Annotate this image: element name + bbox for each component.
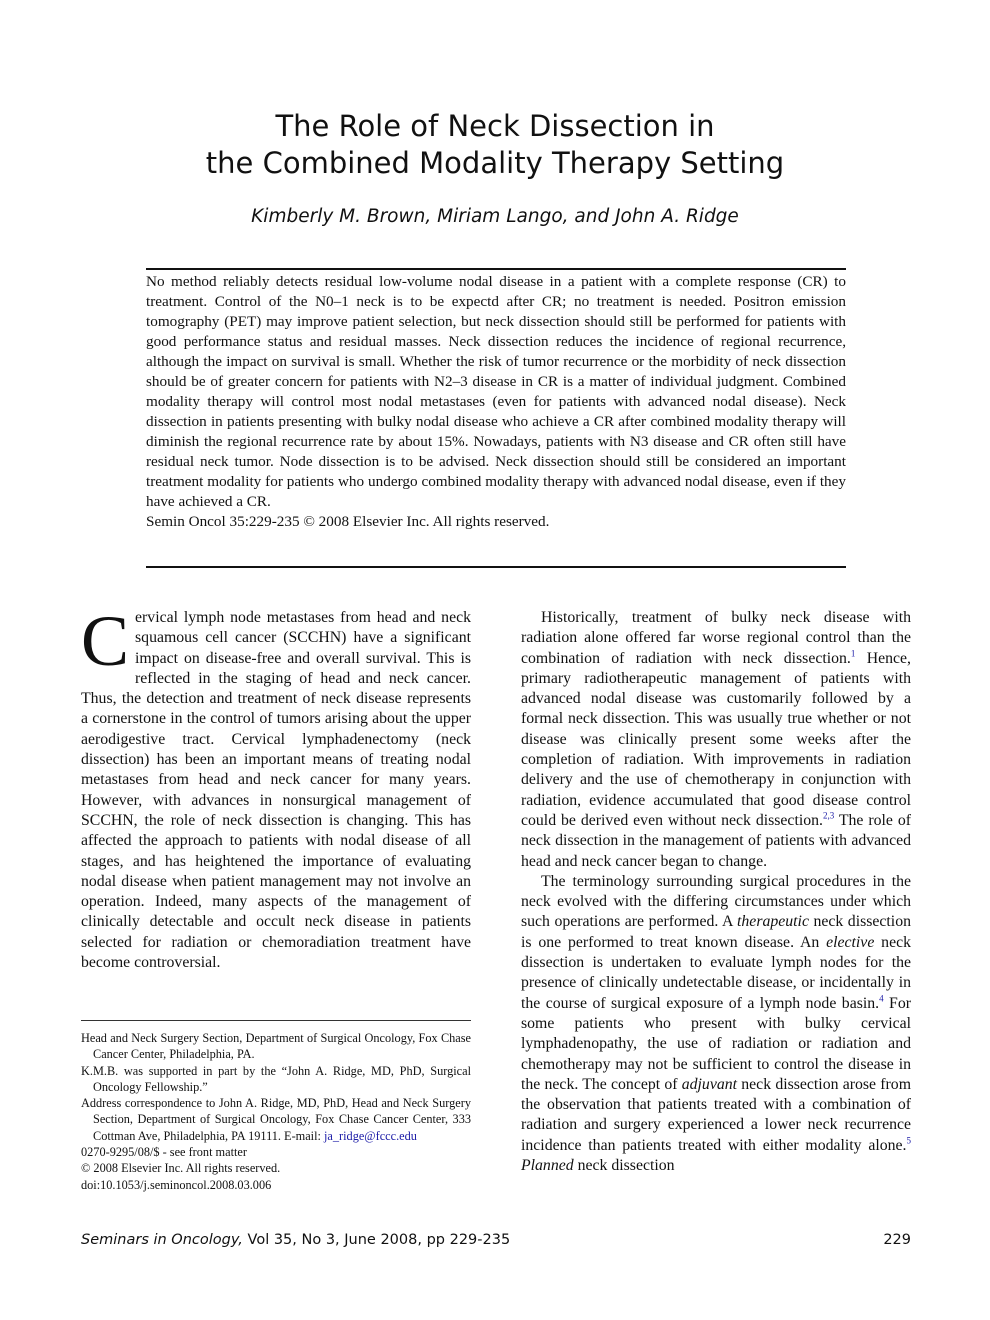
terminology-text-c: neck dissection is undertaken to evaluate lymph nodes for the presence of clinically undetectable disease, or incidentally in the course of surgical exposure of a lymph node basin. bbox=[521, 933, 911, 1012]
address-text: Address correspondence to John A. Ridge, MD, PhD, Head and Neck Surgery Section, Department of Surgical Oncology, Fox Chase Cancer Center, 333 Cottman Ave, Philadelphia, PA 19111. E-mail: bbox=[81, 1096, 471, 1143]
intro-paragraph bbox=[81, 601, 471, 973]
footnote-affiliation: Head and Neck Surgery Section, Department of Surgical Oncology, Fox Chase Cancer Center, Philadelphia, PA. bbox=[81, 1031, 471, 1062]
email-link[interactable]: ja_ridge@fccc.edu bbox=[324, 1128, 417, 1143]
terminology-text-a: The terminology surrounding surgical procedures in the neck evolved with the differing circumstances under which such operations are performed. A bbox=[521, 872, 911, 931]
body-column-right bbox=[521, 608, 911, 1176]
author-list: Kimberly M. Brown, Miriam Lango, and John A. Ridge bbox=[251, 206, 739, 227]
term-adjuvant: adjuvant bbox=[681, 1075, 738, 1093]
footnote-support: K.M.B. was supported in part by the “John A. Ridge, MD, PhD, Surgical Oncology Fellowship.” bbox=[81, 1063, 471, 1094]
footnote-issn: 0270-9295/08/$ - see front matter bbox=[81, 1145, 247, 1160]
title-line-2: the Combined Modality Therapy Setting bbox=[205, 146, 785, 180]
reference-link-4[interactable]: 4 bbox=[879, 993, 884, 1004]
drop-cap: C bbox=[81, 601, 130, 681]
reference-link-5[interactable]: 5 bbox=[906, 1135, 911, 1146]
term-planned: Planned bbox=[521, 1157, 574, 1175]
terminology-text-f: neck dissection bbox=[573, 1157, 675, 1175]
terminology-text-e: neck dissection arose from the observation that patients treated with a combination of radiation and surgery experienced a lower neck recurrence incidence than patients treated with either modality alone. bbox=[521, 1075, 911, 1154]
footnote-doi[interactable]: doi:10.1053/j.seminoncol.2008.03.006 bbox=[81, 1177, 272, 1192]
abstract-citation: Semin Oncol 35:229-235 © 2008 Elsevier Inc. All rights reserved. bbox=[146, 513, 550, 530]
body-column-left bbox=[81, 601, 471, 973]
term-therapeutic: therapeutic bbox=[737, 913, 809, 931]
reference-link-2-3[interactable]: 2,3 bbox=[822, 810, 835, 821]
terminology-paragraph bbox=[521, 872, 911, 1176]
footnotes bbox=[81, 1020, 471, 1193]
term-elective: elective bbox=[826, 933, 875, 951]
footnote-copyright: © 2008 Elsevier Inc. All rights reserved. bbox=[81, 1161, 281, 1176]
abstract-box bbox=[146, 268, 846, 568]
article-title bbox=[0, 108, 990, 182]
terminology-text-d: For some patients who present with bulky cervical lymphadenopathy, the use of radiation or radiation and chemotherapy may not be sufficient to control the disease in the neck. The concept of bbox=[521, 994, 911, 1093]
journal-name: Seminars in Oncology, bbox=[81, 1232, 243, 1248]
history-text-b: Hence, primary radiotherapeutic management of patients with advanced nodal disease was customarily followed by a formal neck dissection. This was usually true whether or not disease was clinically present some weeks after the completion of radiation. With improvements in radiation delivery and the use of chemotherapy in conjunction with radiation, evidence accumulated that good disease control could be derived even without neck dissection. bbox=[521, 649, 911, 829]
history-text-a: Historically, treatment of bulky neck disease with radiation alone offered far worse regional control than the combination of radiation with neck dissection. bbox=[521, 609, 911, 667]
terminology-text-b: neck dissection is one performed to treat known disease. An bbox=[521, 913, 911, 951]
journal-footer bbox=[81, 1232, 510, 1248]
history-paragraph bbox=[521, 608, 911, 872]
intro-text: ervical lymph node metastases from head and neck squamous cell cancer (SCCHN) have a significant impact on disease-free and overall survival. This is reflected in the staging of head and neck cancer. Thus, the detection and treatment of neck disease represents a cornerstone in the control of tumors arising about the upper aerodigestive tract. Cervical lymphadenectomy (neck dissection) has been an important means of treating nodal metastases from head and neck cancer for many years. However, with advances in nonsurgical management of SCCHN, the role of neck dissection is changing. This has affected the approach to patients with nodal disease of all stages, and has heightened the importance of evaluating nodal disease when patient management may not involve an operation. Indeed, many aspects of the management of clinically detectable and occult neck disease in patients selected for radiation or chemoradiation treatment have become controversial. bbox=[81, 609, 471, 972]
history-text-c: The role of neck dissection in the management of patients with advanced head and neck cancer began to change. bbox=[521, 811, 912, 870]
abstract-text: No method reliably detects residual low-volume nodal disease in a patient with a complete response (CR) to treatment. Control of the N0–1 neck is to be expectd after CR; no treatment is needed. Positron emission tomography (PET) may improve patient selection, but neck dissection should still be performed for patients with good performance status and residual masses. Neck dissection reduces the incidence of regional recurrence, although the impact on survival is small. Whether the risk of tumor recurrence or the morbidity of neck dissection should be of greater concern for patients with N2–3 disease in CR is a matter of individual judgment. Combined modality therapy will control most nodal metastases (even for patients with advanced nodal disease). Neck dissection in patients presenting with bulky nodal disease who achieve a CR after combined modality therapy will diminish the regional recurrence rate by about 15%. Nowadays, patients with N3 disease and CR often still have residual neck tumor. Node dissection is to be advised. Neck dissection should still be considered an important treatment modality for patients who undergo combined modality therapy with advanced nodal disease, even if they have achieved a CR. bbox=[146, 273, 846, 510]
footnote-address bbox=[81, 1095, 471, 1144]
title-line-1: The Role of Neck Dissection in bbox=[275, 109, 715, 143]
reference-link-1[interactable]: 1 bbox=[850, 648, 856, 659]
journal-details: Vol 35, No 3, June 2008, pp 229-235 bbox=[242, 1232, 511, 1248]
page-number: 229 bbox=[883, 1232, 911, 1248]
